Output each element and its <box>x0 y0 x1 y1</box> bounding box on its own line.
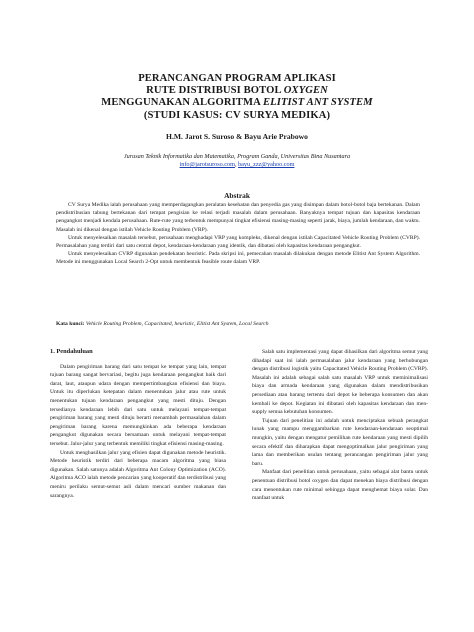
abstract-paragraph: Untuk menyelesaikan masalah tersebut, perusahaan menghadapi VRP yang kompleks, dikenal dengan istilah Capacitated Vehicle Routing Problem (CVRP). Permasalahan yang terdiri dari satu central depot, kendaraan-kendaraan yang identik, dan dibatasi oleh kapasitas kendaraan pengangkut. <box>56 234 420 250</box>
keywords-value: Vehicle Routing Problem, Capacitated, heuristic, Elitist Ant System, Local Search <box>84 321 269 327</box>
affiliation: Jurusan Teknik Informatika dan Matematika, Program Ganda, Universitas Bina Nusantara <box>123 153 351 160</box>
section-heading: 1. Pendahuluan <box>50 348 93 355</box>
right-column <box>252 348 428 503</box>
title-line-4: (STUDI KASUS: CV SURYA MEDIKA) <box>143 109 331 121</box>
left-column <box>50 348 226 500</box>
emails: info@jarotsuroso.com, bayu_zzz@yahoo.com <box>179 161 295 168</box>
abstract-paragraph: Untuk menyelesaikan CVRP digunakan pendekatan heuristic. Pada skripsi ini, pemecahan masalah dilakukan dengan metode Elitist Ant System Algorithm. Metode ini menggunakan Local Search 2-Opt untuk membentuk feasible route dalam VRP. <box>56 251 420 266</box>
email-link-1[interactable]: info@jarotsuroso.com <box>179 161 235 168</box>
body-paragraph: Dalam pengiriman barang dari satu tempat ke tempat yang lain, tempat tujuan barang sangat bervariasi, begitu juga kendaraan pengangkut baik dari darat, laut, ataupun udara dengan mempertimbangkan efisiensi dan biaya. Untuk itu diperlukan ketepatan dalam menentukan jalur atau rute untuk menentukan tujuan kendaraan pengangkut yang mesti dituju. Dengan tersedianya kendaraan lebih dari satu untuk melayani tempat-tempat pengiriman barang yang mesti dituju berarti menambah permasalahan dalam pengiriman barang karena memungkinkan ada beberapa kendaraan pengangkut digunakan secara bersamaan untuk melayani tempat-tempat tersebut. Jalur-jalur yang terbentuk memiliki tingkat efisiensi masing-masing. <box>50 363 226 447</box>
body-paragraph: Untuk menghasilkan jalur yang efisien dapat digunakan metode heuristik. Metode heuristik terdiri dari beberapa macam algoritma yang biasa digunakan. Salah satunya adalah Algoritma Ant Colony Optimization (ACO). Algoritma ACO ialah metode pencarian yang kooperatif dan terdistribusi yang meniru perilaku semut-semut asli dalam mencari sumber makanan dan sarangnya. <box>50 449 226 499</box>
keywords <box>56 320 420 328</box>
body-paragraph: Manfaat dari penelitian untuk perusahaan, yaitu sebagai alat bantu untuk penentuan distribusi botol oxygen dan dapat menekan biaya distribusi dengan cara menentukan rute minimal sehingga dapat menghemat biaya solar. Dan manfaat untuk <box>252 469 428 502</box>
body-paragraph: Tujuan dari penelitian ini adalah untuk menciptakan sebuah perangkat lunak yang mampu menggambarkan rute kendaraan-kendaraan seoptimal mungkin, yaitu dengan mengatur pemilihan rute kendaraan yang mesti dipilih secara efektif dan diharapkan dapat mengoptimalkan jalur pengiriman yang lama dan memberikan usulan tentang perancangan pengiriman jalur yang baru. <box>252 417 428 467</box>
title-line-2: RUTE DISTRIBUSI BOTOL OXYGEN <box>146 85 328 97</box>
keywords-label: Kata kunci: <box>56 321 85 327</box>
abstract-body <box>56 201 420 267</box>
abstract-heading: Abstrak <box>224 191 250 200</box>
paper-title <box>40 73 434 122</box>
title-line-3: MENGGUNAKAN ALGORITMA ELITIST ANT SYSTEM <box>101 97 373 109</box>
abstract-paragraph: CV Surya Medika ialah perusahaan yang memperdagangkan peralatan kesehatan dan penyedia gas yang disimpan dalam botol-botol baja bertekanan. Dalam pendistribusian tabung bertekanan dari tempat pengisian ke relasi terjadi masalah dalam perusahaan. Banyaknya tempat tujuan dan kapasitas kendaraan pengangkut menjadi kendala perusahaan. Rute-rute yang terbentuk mempunyai tingkat efisiensi masing-masing seperti jarak, biaya, jumlah kendaraan, dan waktu. Masalah ini dikenal dengan istilah Vehicle Routing Problem (VRP). <box>56 202 420 233</box>
email-link-2[interactable]: bayu_zzz@yahoo.com <box>238 161 295 168</box>
body-paragraph: Salah satu implementasi yang dapat dihasilkan dari algoritma semut yang dihadapi saat ini ialah permasalahan jalur kendaraan yang berhubungan dengan distribusi logistik yaitu Capacitated Vehicle Routing Problem (CVRP). Masalah ini adalah sebagai salah satu masalah VRP untuk meminimalisasi biaya dan armada kendaraan yang digunakan dalam mendistribusikan persediaan atau barang tertentu dari depot ke beberapa konsumen dan akan kembali ke depot. Kegiatan ini dibatasi oleh kapasitas kendaraan dan men-supply semua kebutuhan konsumen. <box>252 349 428 416</box>
authors: H.M. Jarot S. Suroso & Bayu Arie Prabowo <box>166 132 308 141</box>
title-line-1: PERANCANGAN PROGRAM APLIKASI <box>138 73 336 84</box>
